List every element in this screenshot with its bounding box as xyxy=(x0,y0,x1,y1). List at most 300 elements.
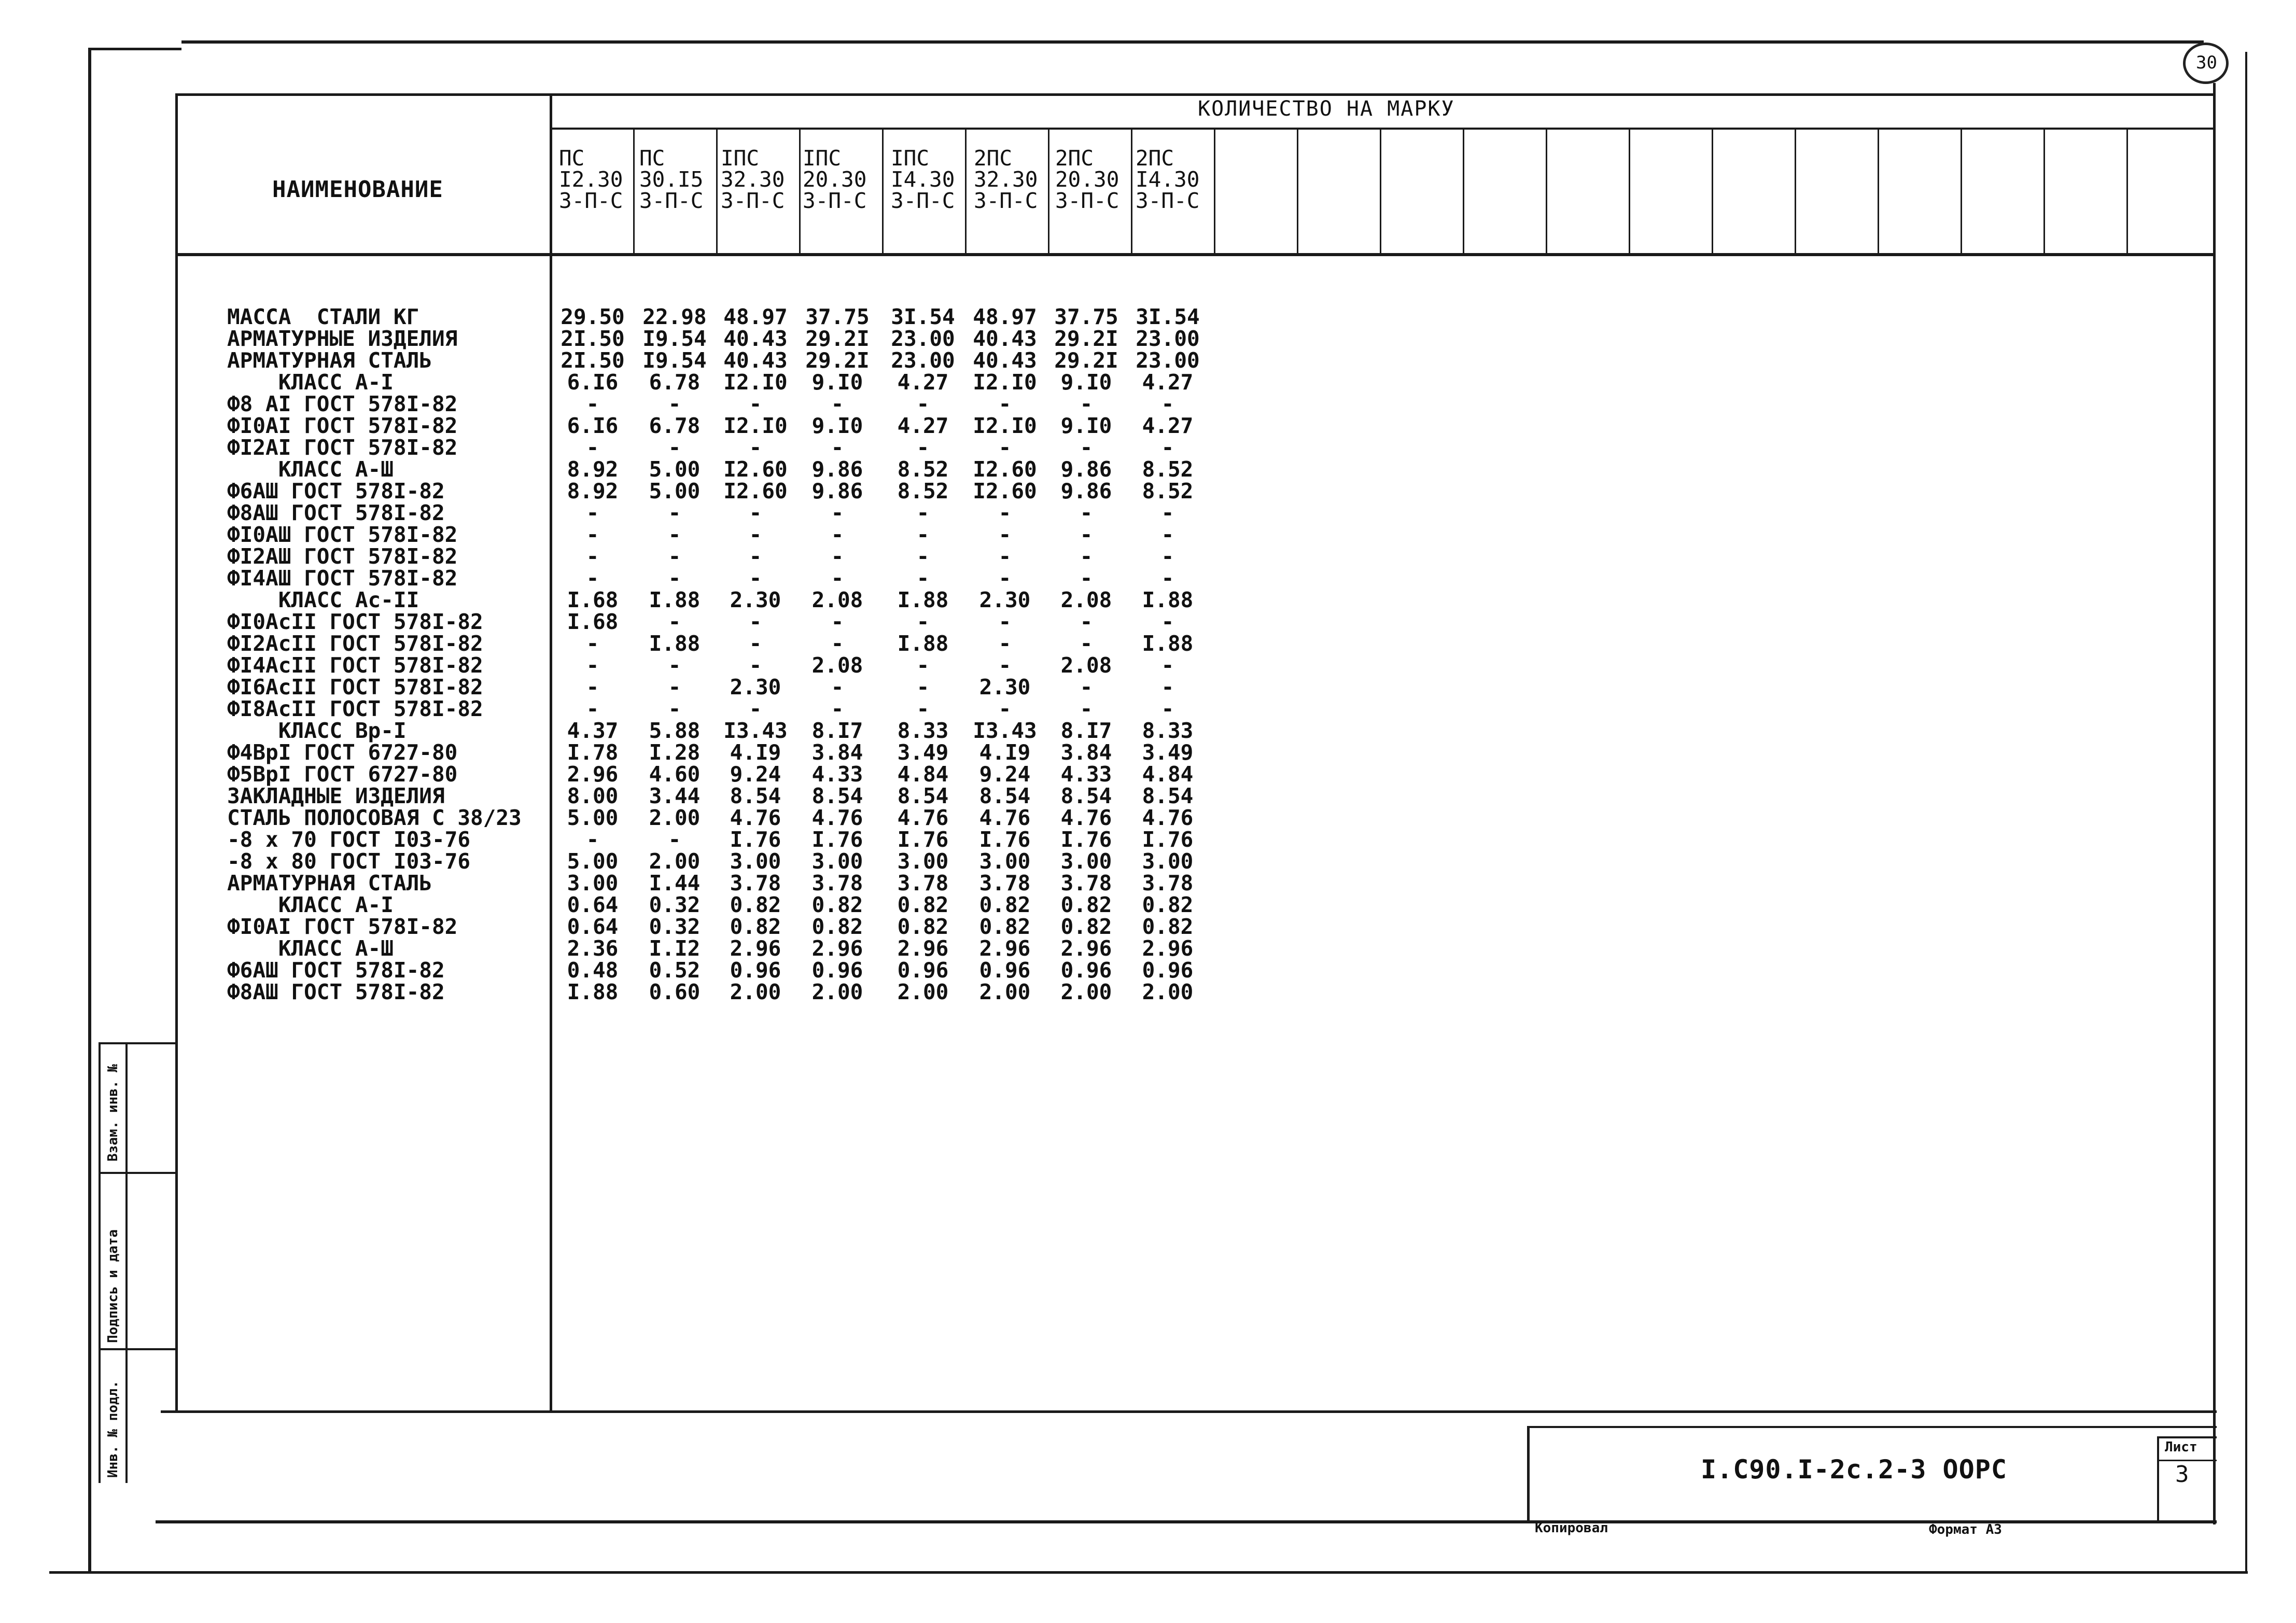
table-cell: 3.00 xyxy=(811,849,863,874)
table-cell: - xyxy=(916,609,930,634)
table-cell: 0.82 xyxy=(897,914,949,939)
table-bottom-line xyxy=(161,1410,2217,1413)
column-header: 2ПС 20.30 3-П-С xyxy=(1055,146,1119,213)
table-cell: I2.60 xyxy=(973,457,1037,482)
table-cell: I.28 xyxy=(649,740,701,765)
table-cell: 2.96 xyxy=(979,936,1031,961)
table-cell: 2.96 xyxy=(897,936,949,961)
table-cell: 0.60 xyxy=(649,980,701,1004)
side-label-inv: Инв. № подл. xyxy=(105,1380,121,1478)
table-cell: - xyxy=(1080,609,1093,634)
table-cell: 40.43 xyxy=(723,348,788,373)
table-cell: I.76 xyxy=(1142,827,1194,852)
col-divider xyxy=(2043,129,2045,254)
table-cell: 37.75 xyxy=(805,304,870,329)
table-cell: - xyxy=(1161,500,1174,525)
table-cell: - xyxy=(1161,653,1174,678)
table-cell: 0.96 xyxy=(1060,958,1112,983)
table-cell: 0.64 xyxy=(567,914,619,939)
table-cell: 3I.54 xyxy=(891,304,955,329)
table-cell: - xyxy=(998,391,1012,416)
table-cell: - xyxy=(1080,522,1093,547)
table-cell: 0.48 xyxy=(567,958,619,983)
table-cell: 40.43 xyxy=(723,326,788,351)
col-divider xyxy=(1795,129,1796,254)
table-cell: - xyxy=(668,566,681,591)
table-cell: - xyxy=(831,522,844,547)
row-label: Ф6АШ ГОСТ 578I-82 xyxy=(227,958,445,983)
table-cell: 0.96 xyxy=(730,958,781,983)
table-cell: I3.43 xyxy=(723,718,788,743)
row-label: КЛАСС Вр-I xyxy=(227,718,407,743)
row-label: ЗАКЛАДНЫЕ ИЗДЕЛИЯ xyxy=(227,783,445,808)
table-cell: 6.78 xyxy=(649,413,701,438)
row-label: ФI2АсII ГОСТ 578I-82 xyxy=(227,631,483,656)
table-cell: 3.49 xyxy=(897,740,949,765)
table-cell: I2.I0 xyxy=(973,370,1037,395)
table-cell: 3I.54 xyxy=(1136,304,1200,329)
col-divider xyxy=(965,129,967,254)
title-block-top xyxy=(1527,1426,2217,1428)
table-cell: - xyxy=(586,827,599,852)
table-cell: - xyxy=(998,544,1012,569)
table-cell: - xyxy=(749,435,762,460)
table-cell: - xyxy=(831,609,844,634)
table-cell: 4.27 xyxy=(1142,413,1194,438)
table-cell: 0.82 xyxy=(1060,914,1112,939)
table-cell: 4.84 xyxy=(1142,762,1194,787)
table-cell: 4.60 xyxy=(649,762,701,787)
frame-outer-right xyxy=(2245,52,2247,1574)
col-divider xyxy=(2126,129,2128,254)
title-block-left xyxy=(1527,1426,1530,1522)
table-cell: 4.I9 xyxy=(979,740,1031,765)
table-cell: I.78 xyxy=(567,740,619,765)
table-cell: - xyxy=(1080,566,1093,591)
row-label: Ф5ВрI ГОСТ 6727-80 xyxy=(227,762,458,787)
table-cell: - xyxy=(668,544,681,569)
column-header: IПС 32.30 3-П-С xyxy=(721,146,785,213)
table-cell: 2I.50 xyxy=(561,326,625,351)
row-label: ФI0АI ГОСТ 578I-82 xyxy=(227,413,458,438)
table-cell: 6.I6 xyxy=(567,413,619,438)
row-label: Ф8АШ ГОСТ 578I-82 xyxy=(227,980,445,1004)
table-cell: - xyxy=(749,609,762,634)
table-cell: 48.97 xyxy=(973,304,1037,329)
table-cell: 8.54 xyxy=(1060,783,1112,808)
row-label: АРМАТУРНЫЕ ИЗДЕЛИЯ xyxy=(227,326,458,351)
row-label: Ф8 АI ГОСТ 578I-82 xyxy=(227,391,458,416)
column-header: 2ПС 32.30 3-П-С xyxy=(974,146,1038,213)
table-cell: - xyxy=(586,653,599,678)
table-cell: - xyxy=(1080,631,1093,656)
table-cell: 4.76 xyxy=(1060,805,1112,830)
table-cell: I.68 xyxy=(567,587,619,612)
table-cell: 9.I0 xyxy=(811,413,863,438)
table-cell: 2.00 xyxy=(811,980,863,1004)
table-cell: 5.00 xyxy=(649,479,701,503)
table-cell: 4.I9 xyxy=(730,740,781,765)
table-cell: 23.00 xyxy=(1136,326,1200,351)
sheet-box-left xyxy=(2157,1436,2159,1522)
table-cell: - xyxy=(1161,566,1174,591)
name-col-divider xyxy=(550,93,552,1413)
table-cell: 0.52 xyxy=(649,958,701,983)
row-label: ФI8АсII ГОСТ 578I-82 xyxy=(227,696,483,721)
table-cell: - xyxy=(998,522,1012,547)
table-cell: I2.60 xyxy=(723,457,788,482)
side-stamp-top xyxy=(99,1042,176,1044)
col-divider xyxy=(799,129,801,254)
table-cell: 4.76 xyxy=(811,805,863,830)
table-cell: 37.75 xyxy=(1054,304,1118,329)
table-cell: 2.08 xyxy=(1060,653,1112,678)
table-cell: - xyxy=(916,653,930,678)
col-divider xyxy=(1961,129,1962,254)
table-cell: - xyxy=(749,544,762,569)
col-divider xyxy=(1546,129,1547,254)
header-subline xyxy=(551,128,2216,130)
table-cell: 0.96 xyxy=(897,958,949,983)
table-cell: I.44 xyxy=(649,871,701,896)
table-cell: 0.32 xyxy=(649,892,701,917)
copied-label: Копировал xyxy=(1535,1520,1608,1536)
table-cell: I9.54 xyxy=(642,348,707,373)
table-cell: 40.43 xyxy=(973,348,1037,373)
table-cell: 3.00 xyxy=(1060,849,1112,874)
table-cell: 9.86 xyxy=(811,457,863,482)
row-label: МАССА СТАЛИ КГ xyxy=(227,304,419,329)
table-cell: 3.78 xyxy=(730,871,781,896)
table-cell: 0.96 xyxy=(811,958,863,983)
table-cell: 6.I6 xyxy=(567,370,619,395)
table-cell: I9.54 xyxy=(642,326,707,351)
table-cell: 9.I0 xyxy=(1060,370,1112,395)
table-cell: - xyxy=(586,696,599,721)
table-cell: I.88 xyxy=(897,631,949,656)
table-cell: 2.96 xyxy=(567,762,619,787)
col-divider xyxy=(716,129,718,254)
row-label: Ф4ВрI ГОСТ 6727-80 xyxy=(227,740,458,765)
table-cell: 8.92 xyxy=(567,457,619,482)
table-cell: 8.52 xyxy=(897,457,949,482)
table-cell: 2.30 xyxy=(979,587,1031,612)
table-cell: I.88 xyxy=(649,631,701,656)
table-cell: 48.97 xyxy=(723,304,788,329)
frame-outer-top xyxy=(88,48,181,50)
table-cell: 2.00 xyxy=(1142,980,1194,1004)
frame-right xyxy=(2213,83,2216,1524)
table-cell: - xyxy=(668,500,681,525)
table-cell: - xyxy=(749,500,762,525)
table-cell: - xyxy=(998,435,1012,460)
row-label: АРМАТУРНАЯ СТАЛЬ xyxy=(227,871,432,896)
table-cell: - xyxy=(998,653,1012,678)
corner-stamp-text: 30 xyxy=(2196,52,2217,73)
table-cell: - xyxy=(1080,500,1093,525)
table-cell: - xyxy=(1080,696,1093,721)
table-cell: 29.2I xyxy=(805,326,870,351)
row-label: -8 х 80 ГОСТ I03-76 xyxy=(227,849,470,874)
table-cell: 8.00 xyxy=(567,783,619,808)
table-cell: 4.27 xyxy=(1142,370,1194,395)
table-cell: 5.88 xyxy=(649,718,701,743)
table-cell: 8.33 xyxy=(897,718,949,743)
table-cell: - xyxy=(749,391,762,416)
table-cell: 4.33 xyxy=(1060,762,1112,787)
row-label: АРМАТУРНАЯ СТАЛЬ xyxy=(227,348,432,373)
table-cell: - xyxy=(831,696,844,721)
table-cell: 0.82 xyxy=(897,892,949,917)
row-label: ФI0АсII ГОСТ 578I-82 xyxy=(227,609,483,634)
column-header: IПС I4.30 3-П-С xyxy=(891,146,955,213)
table-cell: 9.I0 xyxy=(1060,413,1112,438)
table-cell: - xyxy=(916,500,930,525)
row-label: КЛАСС А-Ш xyxy=(227,457,394,482)
column-header: ПС 30.I5 3-П-С xyxy=(639,146,704,213)
table-cell: 2.96 xyxy=(730,936,781,961)
row-label: ФI0АI ГОСТ 578I-82 xyxy=(227,914,458,939)
table-cell: - xyxy=(586,675,599,699)
table-cell: - xyxy=(1161,391,1174,416)
table-cell: - xyxy=(1161,522,1174,547)
table-cell: 0.82 xyxy=(979,892,1031,917)
table-cell: 2.00 xyxy=(979,980,1031,1004)
table-cell: - xyxy=(749,631,762,656)
table-cell: 4.27 xyxy=(897,370,949,395)
table-cell: 23.00 xyxy=(891,348,955,373)
table-cell: 8.54 xyxy=(979,783,1031,808)
table-cell: - xyxy=(668,391,681,416)
table-cell: I2.I0 xyxy=(723,413,788,438)
table-cell: - xyxy=(586,631,599,656)
frame-inner-left xyxy=(175,96,178,1413)
table-cell: - xyxy=(998,566,1012,591)
table-cell: - xyxy=(998,696,1012,721)
table-cell: - xyxy=(668,609,681,634)
table-cell: 0.82 xyxy=(811,914,863,939)
table-cell: 8.54 xyxy=(730,783,781,808)
table-cell: 4.84 xyxy=(897,762,949,787)
table-cell: - xyxy=(1161,544,1174,569)
table-cell: 4.76 xyxy=(979,805,1031,830)
col-divider xyxy=(1380,129,1381,254)
table-cell: - xyxy=(998,500,1012,525)
table-cell: 8.52 xyxy=(897,479,949,503)
format-label: Формат А3 xyxy=(1929,1522,2002,1537)
row-label: Ф6АШ ГОСТ 578I-82 xyxy=(227,479,445,503)
header-top-line xyxy=(175,93,2216,96)
frame-bottom xyxy=(156,1520,2217,1523)
table-cell: 4.76 xyxy=(730,805,781,830)
side-label-replace: Взам. инв. № xyxy=(105,1064,121,1162)
table-cell: 3.84 xyxy=(1060,740,1112,765)
table-cell: - xyxy=(998,631,1012,656)
table-cell: 8.52 xyxy=(1142,479,1194,503)
table-cell: I2.60 xyxy=(723,479,788,503)
table-cell: 3.78 xyxy=(1060,871,1112,896)
table-cell: I.88 xyxy=(897,587,949,612)
table-cell: 29.2I xyxy=(1054,348,1118,373)
table-cell: 3.00 xyxy=(1142,849,1194,874)
table-cell: 9.86 xyxy=(1060,457,1112,482)
table-cell: 2.96 xyxy=(811,936,863,961)
table-cell: - xyxy=(1161,435,1174,460)
table-cell: 2.00 xyxy=(730,980,781,1004)
table-cell: - xyxy=(668,522,681,547)
table-cell: - xyxy=(831,566,844,591)
col-divider xyxy=(1214,129,1215,254)
table-cell: 9.86 xyxy=(1060,479,1112,503)
table-cell: 9.24 xyxy=(979,762,1031,787)
table-cell: - xyxy=(749,696,762,721)
table-cell: 3.49 xyxy=(1142,740,1194,765)
table-cell: 2.96 xyxy=(1060,936,1112,961)
header-bottom-line xyxy=(175,253,2216,256)
table-cell: - xyxy=(668,435,681,460)
table-cell: I.I2 xyxy=(649,936,701,961)
table-cell: - xyxy=(916,522,930,547)
table-cell: - xyxy=(749,522,762,547)
table-cell: 2.36 xyxy=(567,936,619,961)
col-divider xyxy=(633,129,635,254)
table-cell: 3.78 xyxy=(897,871,949,896)
table-cell: 8.33 xyxy=(1142,718,1194,743)
row-label: ФI6АсII ГОСТ 578I-82 xyxy=(227,675,483,699)
table-cell: 3.00 xyxy=(730,849,781,874)
table-cell: 2.08 xyxy=(811,653,863,678)
table-cell: 0.82 xyxy=(811,892,863,917)
table-cell: 2.30 xyxy=(979,675,1031,699)
table-cell: I.68 xyxy=(567,609,619,634)
table-cell: - xyxy=(668,675,681,699)
table-cell: 3.44 xyxy=(649,783,701,808)
table-cell: 0.32 xyxy=(649,914,701,939)
table-cell: 0.82 xyxy=(1142,914,1194,939)
table-cell: 9.I0 xyxy=(811,370,863,395)
table-cell: - xyxy=(916,696,930,721)
table-cell: 3.00 xyxy=(979,849,1031,874)
header-title: КОЛИЧЕСТВО НА МАРКУ xyxy=(1198,97,1455,121)
row-label: Ф8АШ ГОСТ 578I-82 xyxy=(227,500,445,525)
table-cell: 3.00 xyxy=(897,849,949,874)
table-cell: - xyxy=(586,544,599,569)
table-cell: 22.98 xyxy=(642,304,707,329)
col-divider xyxy=(882,129,884,254)
table-cell: 4.76 xyxy=(1142,805,1194,830)
table-cell: I.76 xyxy=(897,827,949,852)
table-cell: 3.78 xyxy=(811,871,863,896)
table-cell: 2.96 xyxy=(1142,936,1194,961)
table-cell: 2.00 xyxy=(649,849,701,874)
table-cell: I2.I0 xyxy=(723,370,788,395)
frame-outer-left xyxy=(88,48,91,1572)
table-cell: - xyxy=(668,696,681,721)
corner-stamp xyxy=(2183,43,2229,84)
table-cell: - xyxy=(749,566,762,591)
row-label: ФI2АШ ГОСТ 578I-82 xyxy=(227,544,458,569)
row-label: ФI2АI ГОСТ 578I-82 xyxy=(227,435,458,460)
table-cell: 4.37 xyxy=(567,718,619,743)
table-cell: - xyxy=(586,435,599,460)
table-cell: - xyxy=(1161,675,1174,699)
table-cell: 4.27 xyxy=(897,413,949,438)
table-cell: 0.96 xyxy=(979,958,1031,983)
table-cell: 9.86 xyxy=(811,479,863,503)
sheet-number: 3 xyxy=(2175,1461,2190,1488)
column-header: 2ПС I4.30 3-П-С xyxy=(1136,146,1200,213)
side-stamp-divider xyxy=(125,1042,128,1483)
table-cell: 0.82 xyxy=(730,892,781,917)
table-cell: 29.2I xyxy=(805,348,870,373)
row-label: -8 х 70 ГОСТ I03-76 xyxy=(227,827,470,852)
table-cell: I.88 xyxy=(649,587,701,612)
row-label: ФI4АШ ГОСТ 578I-82 xyxy=(227,566,458,591)
table-cell: 2.00 xyxy=(897,980,949,1004)
table-cell: 5.00 xyxy=(649,457,701,482)
table-cell: 8.54 xyxy=(1142,783,1194,808)
col-divider xyxy=(1463,129,1464,254)
table-cell: - xyxy=(916,435,930,460)
table-cell: I.88 xyxy=(1142,587,1194,612)
table-cell: 2I.50 xyxy=(561,348,625,373)
table-cell: - xyxy=(749,653,762,678)
table-cell: 4.76 xyxy=(897,805,949,830)
table-cell: - xyxy=(831,675,844,699)
table-cell: I.88 xyxy=(1142,631,1194,656)
row-label: КЛАСС Ас-II xyxy=(227,587,419,612)
column-header: ПС I2.30 3-П-С xyxy=(559,146,623,213)
sheet-label: Лист xyxy=(2165,1439,2197,1455)
row-label: СТАЛЬ ПОЛОСОВАЯ С 38/23 xyxy=(227,805,522,830)
table-cell: - xyxy=(668,827,681,852)
table-cell: I2.60 xyxy=(973,479,1037,503)
table-cell: 3.00 xyxy=(567,871,619,896)
table-cell: 2.00 xyxy=(1060,980,1112,1004)
table-cell: - xyxy=(831,631,844,656)
table-cell: - xyxy=(831,544,844,569)
table-cell: 5.00 xyxy=(567,805,619,830)
table-cell: - xyxy=(831,500,844,525)
document-code: I.С90.I-2с.2-3 ООРС xyxy=(1701,1454,2007,1485)
frame-outer-bottom xyxy=(49,1571,2248,1574)
table-cell: I.76 xyxy=(1060,827,1112,852)
row-label: КЛАСС А-I xyxy=(227,370,394,395)
col-divider xyxy=(1629,129,1630,254)
table-cell: 29.50 xyxy=(561,304,625,329)
table-cell: - xyxy=(586,500,599,525)
row-label: ФI0АШ ГОСТ 578I-82 xyxy=(227,522,458,547)
table-cell: I.88 xyxy=(567,980,619,1004)
table-cell: 9.24 xyxy=(730,762,781,787)
col-divider xyxy=(1131,129,1132,254)
table-cell: - xyxy=(1161,696,1174,721)
table-cell: - xyxy=(1161,609,1174,634)
table-cell: 2.08 xyxy=(811,587,863,612)
table-cell: 5.00 xyxy=(567,849,619,874)
table-cell: 23.00 xyxy=(891,326,955,351)
table-cell: - xyxy=(1080,544,1093,569)
table-cell: 8.52 xyxy=(1142,457,1194,482)
table-cell: - xyxy=(998,609,1012,634)
col-divider xyxy=(1878,129,1879,254)
table-cell: - xyxy=(586,566,599,591)
table-cell: I.76 xyxy=(730,827,781,852)
table-cell: 8.54 xyxy=(897,783,949,808)
table-cell: 6.78 xyxy=(649,370,701,395)
table-cell: - xyxy=(831,391,844,416)
table-cell: - xyxy=(916,566,930,591)
